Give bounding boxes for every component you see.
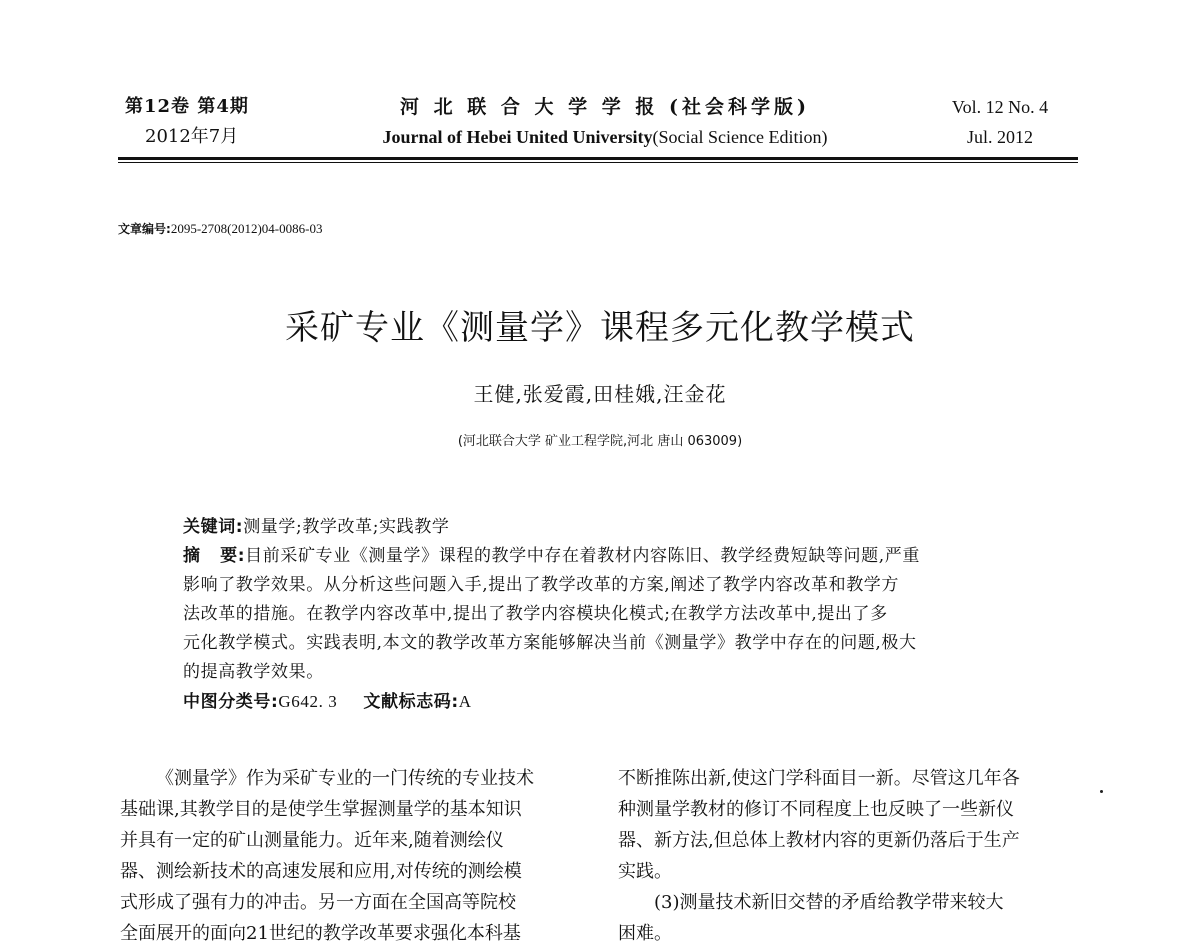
header-right — [925, 92, 1075, 152]
body-column-right — [618, 763, 1088, 946]
journal-title-cn: 河 北 联 合 大 学 学 报 (社会科学版) — [400, 96, 810, 118]
journal-title-en — [300, 122, 910, 152]
keywords-value: 测量学;教学改革;实践教学 — [243, 517, 450, 537]
abstract-label: 摘 要: — [183, 546, 246, 566]
journal-title-en-edition: (Social Science Edition) — [652, 127, 828, 147]
abstract-line: 法改革的措施。在教学内容改革中,提出了教学内容模块化模式;在教学方法改革中,提出了多 — [183, 604, 888, 624]
keywords-label: 关键词: — [183, 517, 244, 537]
header-rule-thin — [118, 162, 1078, 163]
abstract-line: 的提高教学效果。 — [183, 662, 324, 682]
doc-code-value: A — [458, 692, 472, 711]
date-en: Jul. 2012 — [966, 127, 1033, 147]
abstract-line: 元化教学模式。实践表明,本文的教学改革方案能够解决当前《测量学》教学中存在的问题,极大 — [183, 633, 917, 653]
abstract-line: 影响了教学效果。从分析这些问题入手,提出了教学改革的方案,阐述了教学内容改革和教学方 — [183, 575, 900, 595]
abstract-line — [183, 542, 1033, 571]
article-authors: 王健,张爱霞,田桂娥,汪金花 — [473, 382, 727, 406]
body-line: 器、测绘新技术的高速发展和应用,对传统的测绘模 — [120, 861, 522, 882]
body-line: (3)测量技术新旧交替的矛盾给教学带来较大 — [654, 892, 1004, 913]
clc-value: G642. 3 — [278, 692, 338, 711]
body-line: 全面展开的面向21世纪的教学改革要求强化本科基 — [120, 923, 521, 944]
journal-title-en-main: Journal of Hebei United University — [382, 127, 653, 147]
body-line: 实践。 — [618, 861, 672, 882]
body-line: 种测量学教材的修订不同程度上也反映了一些新仪 — [618, 799, 1014, 820]
body-line: 基础课,其教学目的是使学生掌握测量学的基本知识 — [120, 799, 522, 820]
header-rule-thick — [118, 157, 1078, 160]
abstract-block — [183, 513, 1033, 717]
volume-issue: 第12卷 第4期 — [125, 96, 249, 117]
article-number — [118, 220, 322, 237]
article-number-value: 2095-2708(2012)04-0086-03 — [170, 221, 323, 236]
body-column-left — [120, 763, 590, 946]
body-line: 困难。 — [618, 923, 672, 944]
abstract-text: 目前采矿专业《测量学》课程的教学中存在着教材内容陈旧、教学经费短缺等问题,严重 — [245, 546, 920, 566]
body-line: 式形成了强有力的冲击。另一方面在全国高等院校 — [120, 892, 516, 913]
body-line: 不断推陈出新,使这门学科面目一新。尽管这几年各 — [618, 768, 1020, 789]
body-line: 器、新方法,但总体上教材内容的更新仍落后于生产 — [618, 830, 1020, 851]
clc-label: 中图分类号: — [183, 692, 279, 712]
article-affiliation: (河北联合大学 矿业工程学院,河北 唐山 063009) — [457, 434, 743, 449]
article-number-label: 文章编号: — [118, 222, 171, 236]
vol-no: Vol. 12 No. 4 — [951, 97, 1049, 117]
header-center — [300, 92, 910, 152]
date-cn: 2012年7月 — [145, 126, 239, 147]
body-line: 《测量学》作为采矿专业的一门传统的专业技术 — [156, 768, 534, 789]
doc-code-label: 文献标志码: — [363, 692, 459, 712]
article-title: 采矿专业《测量学》课程多元化教学模式 — [285, 308, 915, 348]
scan-speck — [1100, 790, 1103, 793]
keywords — [183, 513, 1033, 542]
header-left — [125, 92, 295, 152]
body-line: 并具有一定的矿山测量能力。近年来,随着测绘仪 — [120, 830, 504, 851]
classification — [183, 687, 1033, 717]
